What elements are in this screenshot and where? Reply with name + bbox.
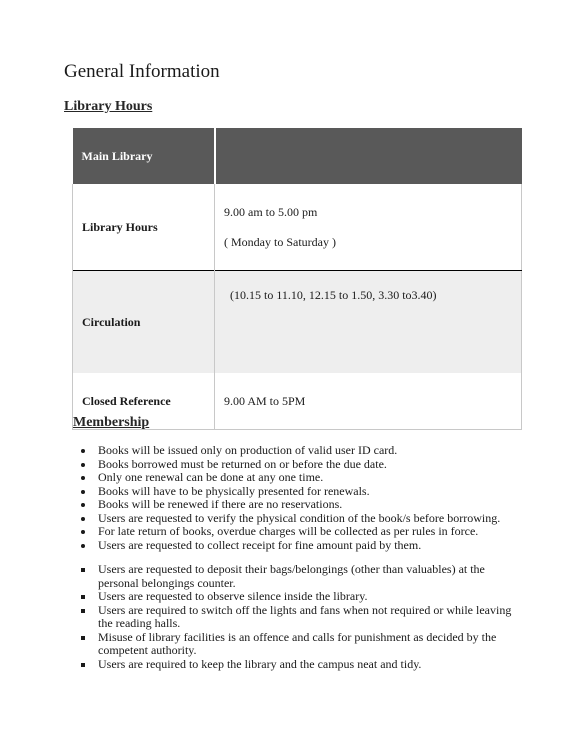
table-row [73, 184, 522, 271]
row-value [215, 271, 522, 374]
row-value-line: (10.15 to 11.10, 12.15 to 1.50, 3.30 to3.40) [230, 288, 437, 302]
page-title: General Information [64, 61, 220, 82]
table-header-row [73, 128, 522, 184]
list-item: Only one renewal can be done at any one time. [98, 471, 523, 485]
list-item: For late return of books, overdue charges will be collected as per rules in force. [98, 525, 523, 539]
list-item: Users are required to keep the library and the campus neat and tidy. [98, 658, 523, 672]
row-value [215, 373, 522, 430]
row-label: Closed Reference [73, 373, 215, 430]
library-hours-table [72, 128, 522, 430]
row-label: Library Hours [73, 184, 215, 271]
conduct-rules-list [98, 563, 523, 671]
row-label: Circulation [73, 271, 215, 374]
table-row [73, 271, 522, 374]
list-item: Misuse of library facilities is an offence and calls for punishment as decided by the competent authority. [98, 631, 523, 658]
list-item: Users are requested to collect receipt for fine amount paid by them. [98, 539, 523, 553]
list-item: Books will have to be physically presented for renewals. [98, 485, 523, 499]
membership-heading: Membership [73, 415, 150, 430]
list-item: Users are requested to observe silence inside the library. [98, 590, 523, 604]
list-item: Users are requested to deposit their bags/belongings (other than valuables) at the personal belongings counter. [98, 563, 523, 590]
row-value-line: 9.00 AM to 5PM [224, 394, 306, 408]
library-hours-heading: Library Hours [64, 99, 153, 114]
row-value [215, 184, 522, 271]
list-item: Users are requested to verify the physical condition of the book/s before borrowing. [98, 512, 523, 526]
row-value-line: ( Monday to Saturday ) [224, 235, 336, 249]
membership-rules-list [98, 444, 523, 552]
header-cell-empty [215, 128, 522, 184]
list-item: Users are required to switch off the lights and fans when not required or while leaving the reading halls. [98, 604, 523, 631]
list-item: Books borrowed must be returned on or before the due date. [98, 458, 523, 472]
row-value-line: 9.00 am to 5.00 pm [224, 205, 318, 219]
list-item: Books will be issued only on production of valid user ID card. [98, 444, 523, 458]
list-item: Books will be renewed if there are no reservations. [98, 498, 523, 512]
header-cell-main-library: Main Library [73, 128, 215, 184]
